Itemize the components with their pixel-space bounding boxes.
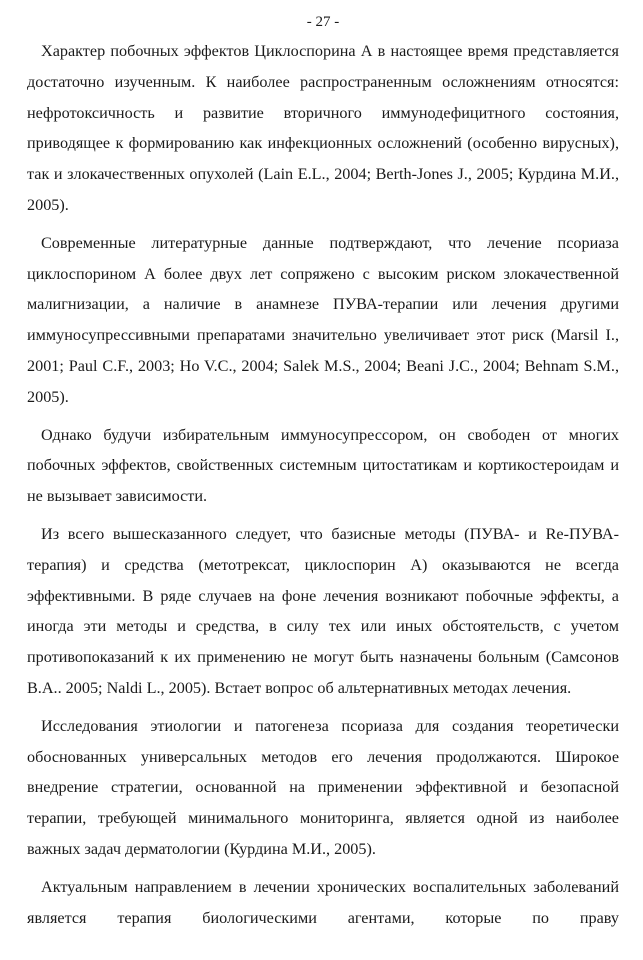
paragraph-malignancy-risk: Современные литературные данные подтверждают, что лечение псориаза циклоспорином А более двух лет сопряжено с высоким риском злокачественной малигнизации, а наличие в анамнезе ПУВА-терапии или лечения другими иммуносупрессивными препаратами значительно увеличивает этот риск (Marsil I., 2001; Paul C.F., 2003; Ho V.C., 2004; Salek M.S., 2004; Beani J.C., 2004; Behnam S.M., 2005). xyxy=(27,233,619,406)
paragraph-biological-agents: Актуальным направлением в лечении хронических воспалительных заболеваний является терапия биологическими агентами, которые по праву xyxy=(27,877,619,927)
paragraph-basic-methods: Из всего вышесказанного следует, что базисные методы (ПУВА- и Re-ПУВА-терапия) и средства (метотрексат, циклоспорин А) оказываются не всегда эффективными. В ряде случаев на фоне лечения возникают побочные эффекты, а иногда эти методы и средства, в силу тех или иных обстоятельств, с учетом противопоказаний к их применению не могут быть назначены больным (Самсонов В.А.. 2005; Naldi L., 2005). Встает вопрос об альтернативных методах лечения. xyxy=(27,524,619,697)
paragraph-cyclosporine-side-effects: Характер побочных эффектов Циклоспорина А в настоящее время представляется достаточно изученным. К наиболее распространенным осложнениям относятся: нефротоксичность и развитие вторичного иммунодефицитного состояния, приводящее к формированию как инфекционных осложнений (особенно вирусных), так и злокачественных опухолей (Lain E.L., 2004; Berth-Jones J., 2005; Курдина М.И., 2005). xyxy=(27,42,619,214)
paragraph-selective-immunosuppressor: Однако будучи избирательным иммуносупрессором, он свободен от многих побочных эффектов, свойственных системным цитостатикам и кортикостероидам и не вызывает зависимости. xyxy=(27,425,619,506)
paragraph-etiology-research: Исследования этиологии и патогенеза псориаза для создания теоретически обоснованных универсальных методов его лечения продолжаются. Широкое внедрение стратегии, основанной на применении эффективной и безопасной терапии, требующей минимального мониторинга, является одной из наиболее важных задач дерматологии (Курдина М.И., 2005). xyxy=(27,716,619,858)
page-number: - 27 - xyxy=(306,14,340,30)
